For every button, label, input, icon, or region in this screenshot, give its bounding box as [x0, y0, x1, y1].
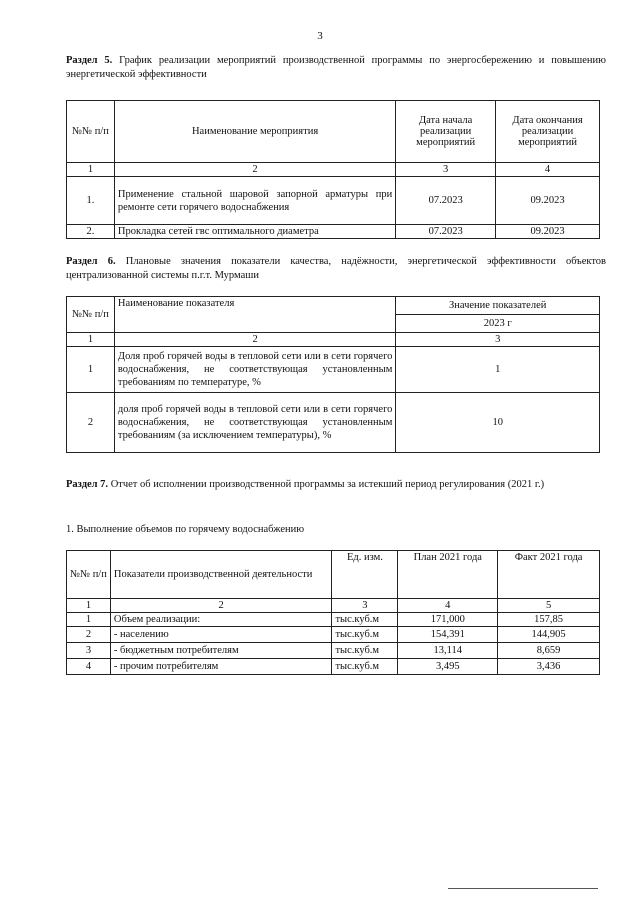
- table-row: [67, 347, 600, 393]
- s7-col-plan: План 2021 года: [398, 551, 498, 599]
- s5-row2-num: 2.: [67, 225, 115, 239]
- s7-row1-name: Объем реализации:: [110, 613, 332, 627]
- s5-idx-3: 3: [396, 163, 496, 177]
- s7-row1-unit: тыс.куб.м: [332, 613, 398, 627]
- section7-table: [66, 550, 600, 675]
- footer-divider: [448, 888, 598, 889]
- section5-heading: [66, 54, 606, 82]
- section7-index-row: [67, 599, 600, 613]
- s6-row2-value: 10: [396, 393, 600, 453]
- table-row: [67, 225, 600, 239]
- s5-col-name: Наименование мероприятия: [114, 101, 395, 163]
- s5-col-end: Дата окончания реализации мероприятий: [496, 101, 600, 163]
- s5-row1-end: 09.2023: [496, 177, 600, 225]
- section5-index-row: [67, 163, 600, 177]
- s6-idx-1: 1: [67, 333, 115, 347]
- s5-col-num: №№ п/п: [67, 101, 115, 163]
- s5-row1-name: Применение стальной шаровой запорной арматуры при ремонте сети горячего водоснабжения: [114, 177, 395, 225]
- section6-header-row: [67, 297, 600, 315]
- s5-idx-2: 2: [114, 163, 395, 177]
- s7-row3-unit: тыс.куб.м: [332, 643, 398, 659]
- section7-subtitle: 1. Выполнение объемов по горячему водоснабжению: [66, 524, 305, 535]
- section6-heading: [66, 255, 606, 283]
- s5-row2-end: 09.2023: [496, 225, 600, 239]
- page-number: 3: [317, 30, 323, 42]
- s5-row1-start: 07.2023: [396, 177, 496, 225]
- s7-idx-5: 5: [498, 599, 600, 613]
- section7-title: Отчет об исполнении производственной программы за истекший период регулирования (2021 г.): [110, 479, 545, 490]
- s6-row2-num: 2: [67, 393, 115, 453]
- table-row: [67, 393, 600, 453]
- s7-idx-4: 4: [398, 599, 498, 613]
- s6-row1-num: 1: [67, 347, 115, 393]
- s7-col-num: №№ п/п: [67, 551, 111, 599]
- s7-idx-2: 2: [110, 599, 332, 613]
- section7-header-row: [67, 551, 600, 599]
- s5-row1-num: 1.: [67, 177, 115, 225]
- s6-row1-name: Доля проб горячей воды в тепловой сети или в сети горячего водоснабжения, не соответствующая установленным требованиям по температуре, %: [114, 347, 395, 393]
- s5-row2-start: 07.2023: [396, 225, 496, 239]
- s6-idx-2: 2: [114, 333, 395, 347]
- s5-idx-4: 4: [496, 163, 600, 177]
- section6-label: Раздел 6.: [66, 256, 116, 267]
- s6-col-values: Значение показателей: [396, 297, 600, 315]
- s5-idx-1: 1: [67, 163, 115, 177]
- s7-row2-num: 2: [67, 627, 111, 643]
- section7-label: Раздел 7.: [66, 479, 109, 490]
- s6-row2-name: доля проб горячей воды в тепловой сети или в сети горячего водоснабжения, не соответствующая установленным требованиям (за исключением температуры), %: [114, 393, 395, 453]
- s7-row3-plan: 13,114: [398, 643, 498, 659]
- section5-title: График реализации мероприятий производственной программы по энергосбережению и повышению энергетической эффективности: [66, 55, 606, 80]
- s5-col-start: Дата начала реализации мероприятий: [396, 101, 496, 163]
- s7-row1-num: 1: [67, 613, 111, 627]
- section7-heading: [66, 478, 606, 492]
- table-row: [67, 643, 600, 659]
- s7-row4-plan: 3,495: [398, 659, 498, 675]
- s7-row4-name: - прочим потребителям: [110, 659, 332, 675]
- s7-row3-num: 3: [67, 643, 111, 659]
- section6-table: [66, 296, 600, 453]
- s7-row3-name: - бюджетным потребителям: [110, 643, 332, 659]
- table-row: [67, 627, 600, 643]
- section6-index-row: [67, 333, 600, 347]
- s7-row1-plan: 171,000: [398, 613, 498, 627]
- s7-col-fact: Факт 2021 года: [498, 551, 600, 599]
- s7-row2-name: - населению: [110, 627, 332, 643]
- s7-col-unit: Ед. изм.: [332, 551, 398, 599]
- table-row: [67, 177, 600, 225]
- s7-row3-fact: 8,659: [498, 643, 600, 659]
- s6-idx-3: 3: [396, 333, 600, 347]
- s7-idx-3: 3: [332, 599, 398, 613]
- s6-col-year: 2023 г: [396, 315, 600, 333]
- s6-col-num: №№ п/п: [67, 297, 115, 333]
- s7-row4-unit: тыс.куб.м: [332, 659, 398, 675]
- section5-header-row: [67, 101, 600, 163]
- s7-col-name: Показатели производственной деятельности: [110, 551, 332, 599]
- s7-row4-fact: 3,436: [498, 659, 600, 675]
- section5-table: [66, 100, 600, 239]
- s7-row1-fact: 157,85: [498, 613, 600, 627]
- s5-row2-name: Прокладка сетей гвс оптимального диаметра: [114, 225, 395, 239]
- s7-row2-plan: 154,391: [398, 627, 498, 643]
- section5-label: Раздел 5.: [66, 55, 113, 66]
- s7-row2-fact: 144,905: [498, 627, 600, 643]
- table-row: [67, 659, 600, 675]
- s6-col-name: Наименование показателя: [114, 297, 395, 333]
- section6-title: Плановые значения показатели качества, надёжности, энергетической эффективности объектов централизованной системы п.г.т. Мурмаши: [66, 256, 607, 281]
- s7-idx-1: 1: [67, 599, 111, 613]
- table-row: [67, 613, 600, 627]
- s7-row2-unit: тыс.куб.м: [332, 627, 398, 643]
- s7-row4-num: 4: [67, 659, 111, 675]
- s6-row1-value: 1: [396, 347, 600, 393]
